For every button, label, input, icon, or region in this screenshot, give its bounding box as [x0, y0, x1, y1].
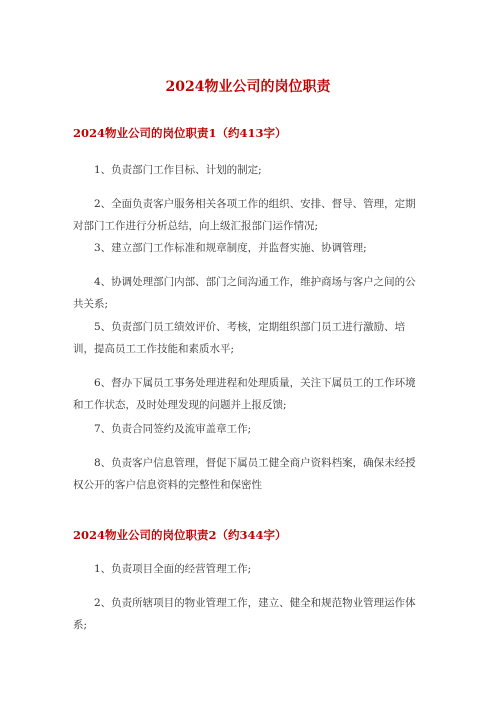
- list-item: 8、负责客户信息管理，督促下属员工健全商户资料档案，确保未经授权公开的客户信息资料的完整性和保密性: [73, 457, 416, 491]
- list-item: 2、全面负责客户服务相关各项工作的组织、安排、督导、管理，定期对部门工作进行分析总结，向上级汇报部门运作情况;: [73, 198, 416, 232]
- list-item: 3、建立部门工作标准和规章制度，并监督实施、协调管理;: [94, 242, 367, 254]
- section-heading-2: 2024物业公司的岗位职责2（约344字）: [73, 528, 287, 542]
- list-item: 7、负责合同签约及流审盖章工作;: [94, 423, 252, 435]
- list-item: 4、协调处理部门内部、部门之间沟通工作，维护商场与客户之间的公共关系;: [73, 276, 416, 310]
- list-item: 6、督办下属员工事务处理进程和处理质量，关注下属员工的工作环境和工作状态，及时处理发现的问题并上报反馈;: [73, 377, 416, 411]
- list-item: 1、负责部门工作目标、计划的制定;: [94, 164, 262, 176]
- section-heading-1: 2024物业公司的岗位职责1（约413字）: [73, 126, 287, 140]
- document-title: 2024物业公司的岗位职责: [165, 79, 331, 95]
- list-item: 5、负责部门员工绩效评价、考核，定期组织部门员工进行激励、培训，提高员工工作技能和素质水平;: [73, 321, 406, 355]
- list-item: 1、负责项目全面的经营管理工作;: [94, 563, 252, 575]
- list-item: 2、负责所辖项目的物业管理工作，建立、健全和规范物业管理运作体系;: [73, 597, 416, 631]
